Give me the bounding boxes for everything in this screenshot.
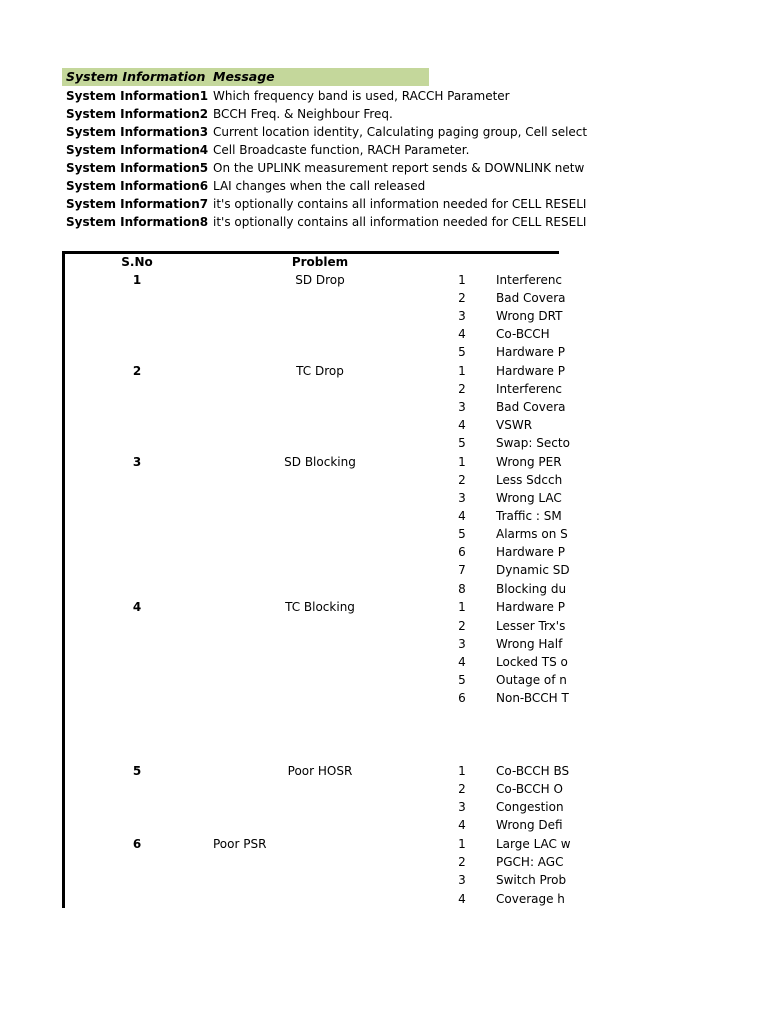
cause-text[interactable]: Hardware P <box>496 364 565 378</box>
si-name-cell[interactable]: System Information7 <box>66 197 209 211</box>
cause-number[interactable]: 4 <box>458 509 466 523</box>
cause-number[interactable]: 1 <box>458 764 466 778</box>
cause-text[interactable]: Co-BCCH <box>496 327 550 341</box>
cause-number[interactable]: 3 <box>458 309 466 323</box>
cause-number[interactable]: 2 <box>458 473 466 487</box>
si-name-cell[interactable]: System Information8 <box>66 215 209 229</box>
cause-text[interactable]: VSWR <box>496 418 533 432</box>
cause-text[interactable]: Lesser Trx's <box>496 619 566 633</box>
si-name-cell[interactable]: System Information1 <box>66 89 209 103</box>
cause-number[interactable]: 1 <box>458 364 466 378</box>
cause-text[interactable]: Wrong Half <box>496 637 563 651</box>
cause-text[interactable]: Traffic : SM <box>496 509 562 523</box>
cause-text[interactable]: Hardware P <box>496 545 565 559</box>
cause-text[interactable]: Co-BCCH BS <box>496 764 570 778</box>
cause-number[interactable]: 5 <box>458 436 466 450</box>
sno-cell[interactable]: 6 <box>132 837 142 851</box>
si-message-cell[interactable]: it's optionally contains all information needed for CELL RESELI <box>213 215 587 229</box>
cause-number[interactable]: 1 <box>458 837 466 851</box>
cause-number[interactable]: 1 <box>458 273 466 287</box>
cause-number[interactable]: 3 <box>458 800 466 814</box>
cause-number[interactable]: 5 <box>458 673 466 687</box>
cause-number[interactable]: 4 <box>458 418 466 432</box>
cause-text[interactable]: Large LAC w <box>496 837 571 851</box>
cause-number[interactable]: 2 <box>458 782 466 796</box>
sno-cell[interactable]: 5 <box>132 764 142 778</box>
problem-cell[interactable]: SD Drop <box>295 273 345 287</box>
cause-text[interactable]: Less Sdcch <box>496 473 563 487</box>
sno-cell[interactable]: 4 <box>132 600 142 614</box>
cause-text[interactable]: Outage of n <box>496 673 567 687</box>
problem-cell[interactable]: TC Blocking <box>285 600 355 614</box>
cause-number[interactable]: 2 <box>458 619 466 633</box>
cause-text[interactable]: Hardware P <box>496 345 565 359</box>
cause-text[interactable]: Bad Covera <box>496 400 566 414</box>
problem-cell[interactable]: SD Blocking <box>284 455 356 469</box>
cause-number[interactable]: 2 <box>458 291 466 305</box>
cause-number[interactable]: 1 <box>458 600 466 614</box>
cause-number[interactable]: 7 <box>458 563 466 577</box>
cause-number[interactable]: 3 <box>458 637 466 651</box>
cause-number[interactable]: 4 <box>458 892 466 906</box>
sno-cell[interactable]: 2 <box>132 364 142 378</box>
cause-text[interactable]: Wrong Defi <box>496 818 563 832</box>
cause-number[interactable]: 1 <box>458 455 466 469</box>
si-message-cell[interactable]: it's optionally contains all information needed for CELL RESELI <box>213 197 587 211</box>
cause-number[interactable]: 3 <box>458 491 466 505</box>
si-name-cell[interactable]: System Information2 <box>66 107 209 121</box>
cause-text[interactable]: Alarms on S <box>496 527 568 541</box>
cause-text[interactable]: PGCH: AGC <box>496 855 564 869</box>
problem-cell[interactable]: TC Drop <box>296 364 344 378</box>
cause-number[interactable]: 5 <box>458 527 466 541</box>
sno-cell[interactable]: 1 <box>132 273 142 287</box>
cause-text[interactable]: Blocking du <box>496 582 567 596</box>
header-sno[interactable]: S.No <box>121 255 153 269</box>
problem-cell[interactable]: Poor PSR <box>213 837 267 851</box>
table-left-border <box>62 251 65 908</box>
cause-text[interactable]: Interferenc <box>496 382 563 396</box>
cause-text[interactable]: Wrong PER <box>496 455 562 469</box>
header-message[interactable]: Message <box>213 69 275 84</box>
header-system-information[interactable]: System Information <box>66 69 206 84</box>
sno-cell[interactable]: 3 <box>132 455 142 469</box>
si-message-cell[interactable]: LAI changes when the call released <box>213 179 426 193</box>
si-name-cell[interactable]: System Information5 <box>66 161 209 175</box>
cause-text[interactable]: Hardware P <box>496 600 565 614</box>
cause-text[interactable]: Wrong LAC <box>496 491 562 505</box>
cause-text[interactable]: Switch Prob <box>496 873 567 887</box>
cause-number[interactable]: 8 <box>458 582 466 596</box>
cause-number[interactable]: 6 <box>458 691 466 705</box>
cause-text[interactable]: Bad Covera <box>496 291 566 305</box>
si-message-cell[interactable]: On the UPLINK measurement report sends & DOWNLINK netw <box>213 161 585 175</box>
si-message-cell[interactable]: Cell Broadcaste function, RACH Parameter. <box>213 143 470 157</box>
cause-text[interactable]: Dynamic SD <box>496 563 570 577</box>
si-message-cell[interactable]: Which frequency band is used, RACCH Parameter <box>213 89 510 103</box>
si-name-cell[interactable]: System Information3 <box>66 125 209 139</box>
cause-number[interactable]: 4 <box>458 818 466 832</box>
cause-text[interactable]: Co-BCCH O <box>496 782 563 796</box>
cause-number[interactable]: 2 <box>458 382 466 396</box>
si-message-cell[interactable]: Current location identity, Calculating paging group, Cell select <box>213 125 588 139</box>
problem-cell[interactable]: Poor HOSR <box>287 764 353 778</box>
si-message-cell[interactable]: BCCH Freq. & Neighbour Freq. <box>213 107 393 121</box>
cause-number[interactable]: 3 <box>458 873 466 887</box>
cause-text[interactable]: Coverage h <box>496 892 565 906</box>
header-problem[interactable]: Problem <box>291 255 349 269</box>
cause-text[interactable]: Non-BCCH T <box>496 691 569 705</box>
cause-number[interactable]: 5 <box>458 345 466 359</box>
cause-number[interactable]: 6 <box>458 545 466 559</box>
cause-number[interactable]: 4 <box>458 655 466 669</box>
cause-text[interactable]: Swap: Secto <box>496 436 570 450</box>
cause-number[interactable]: 3 <box>458 400 466 414</box>
cause-text[interactable]: Interferenc <box>496 273 563 287</box>
cause-text[interactable]: Congestion <box>496 800 564 814</box>
cause-text[interactable]: Wrong DRT <box>496 309 563 323</box>
si-name-cell[interactable]: System Information4 <box>66 143 209 157</box>
cause-number[interactable]: 4 <box>458 327 466 341</box>
cause-number[interactable]: 2 <box>458 855 466 869</box>
si-name-cell[interactable]: System Information6 <box>66 179 209 193</box>
cause-text[interactable]: Locked TS o <box>496 655 568 669</box>
